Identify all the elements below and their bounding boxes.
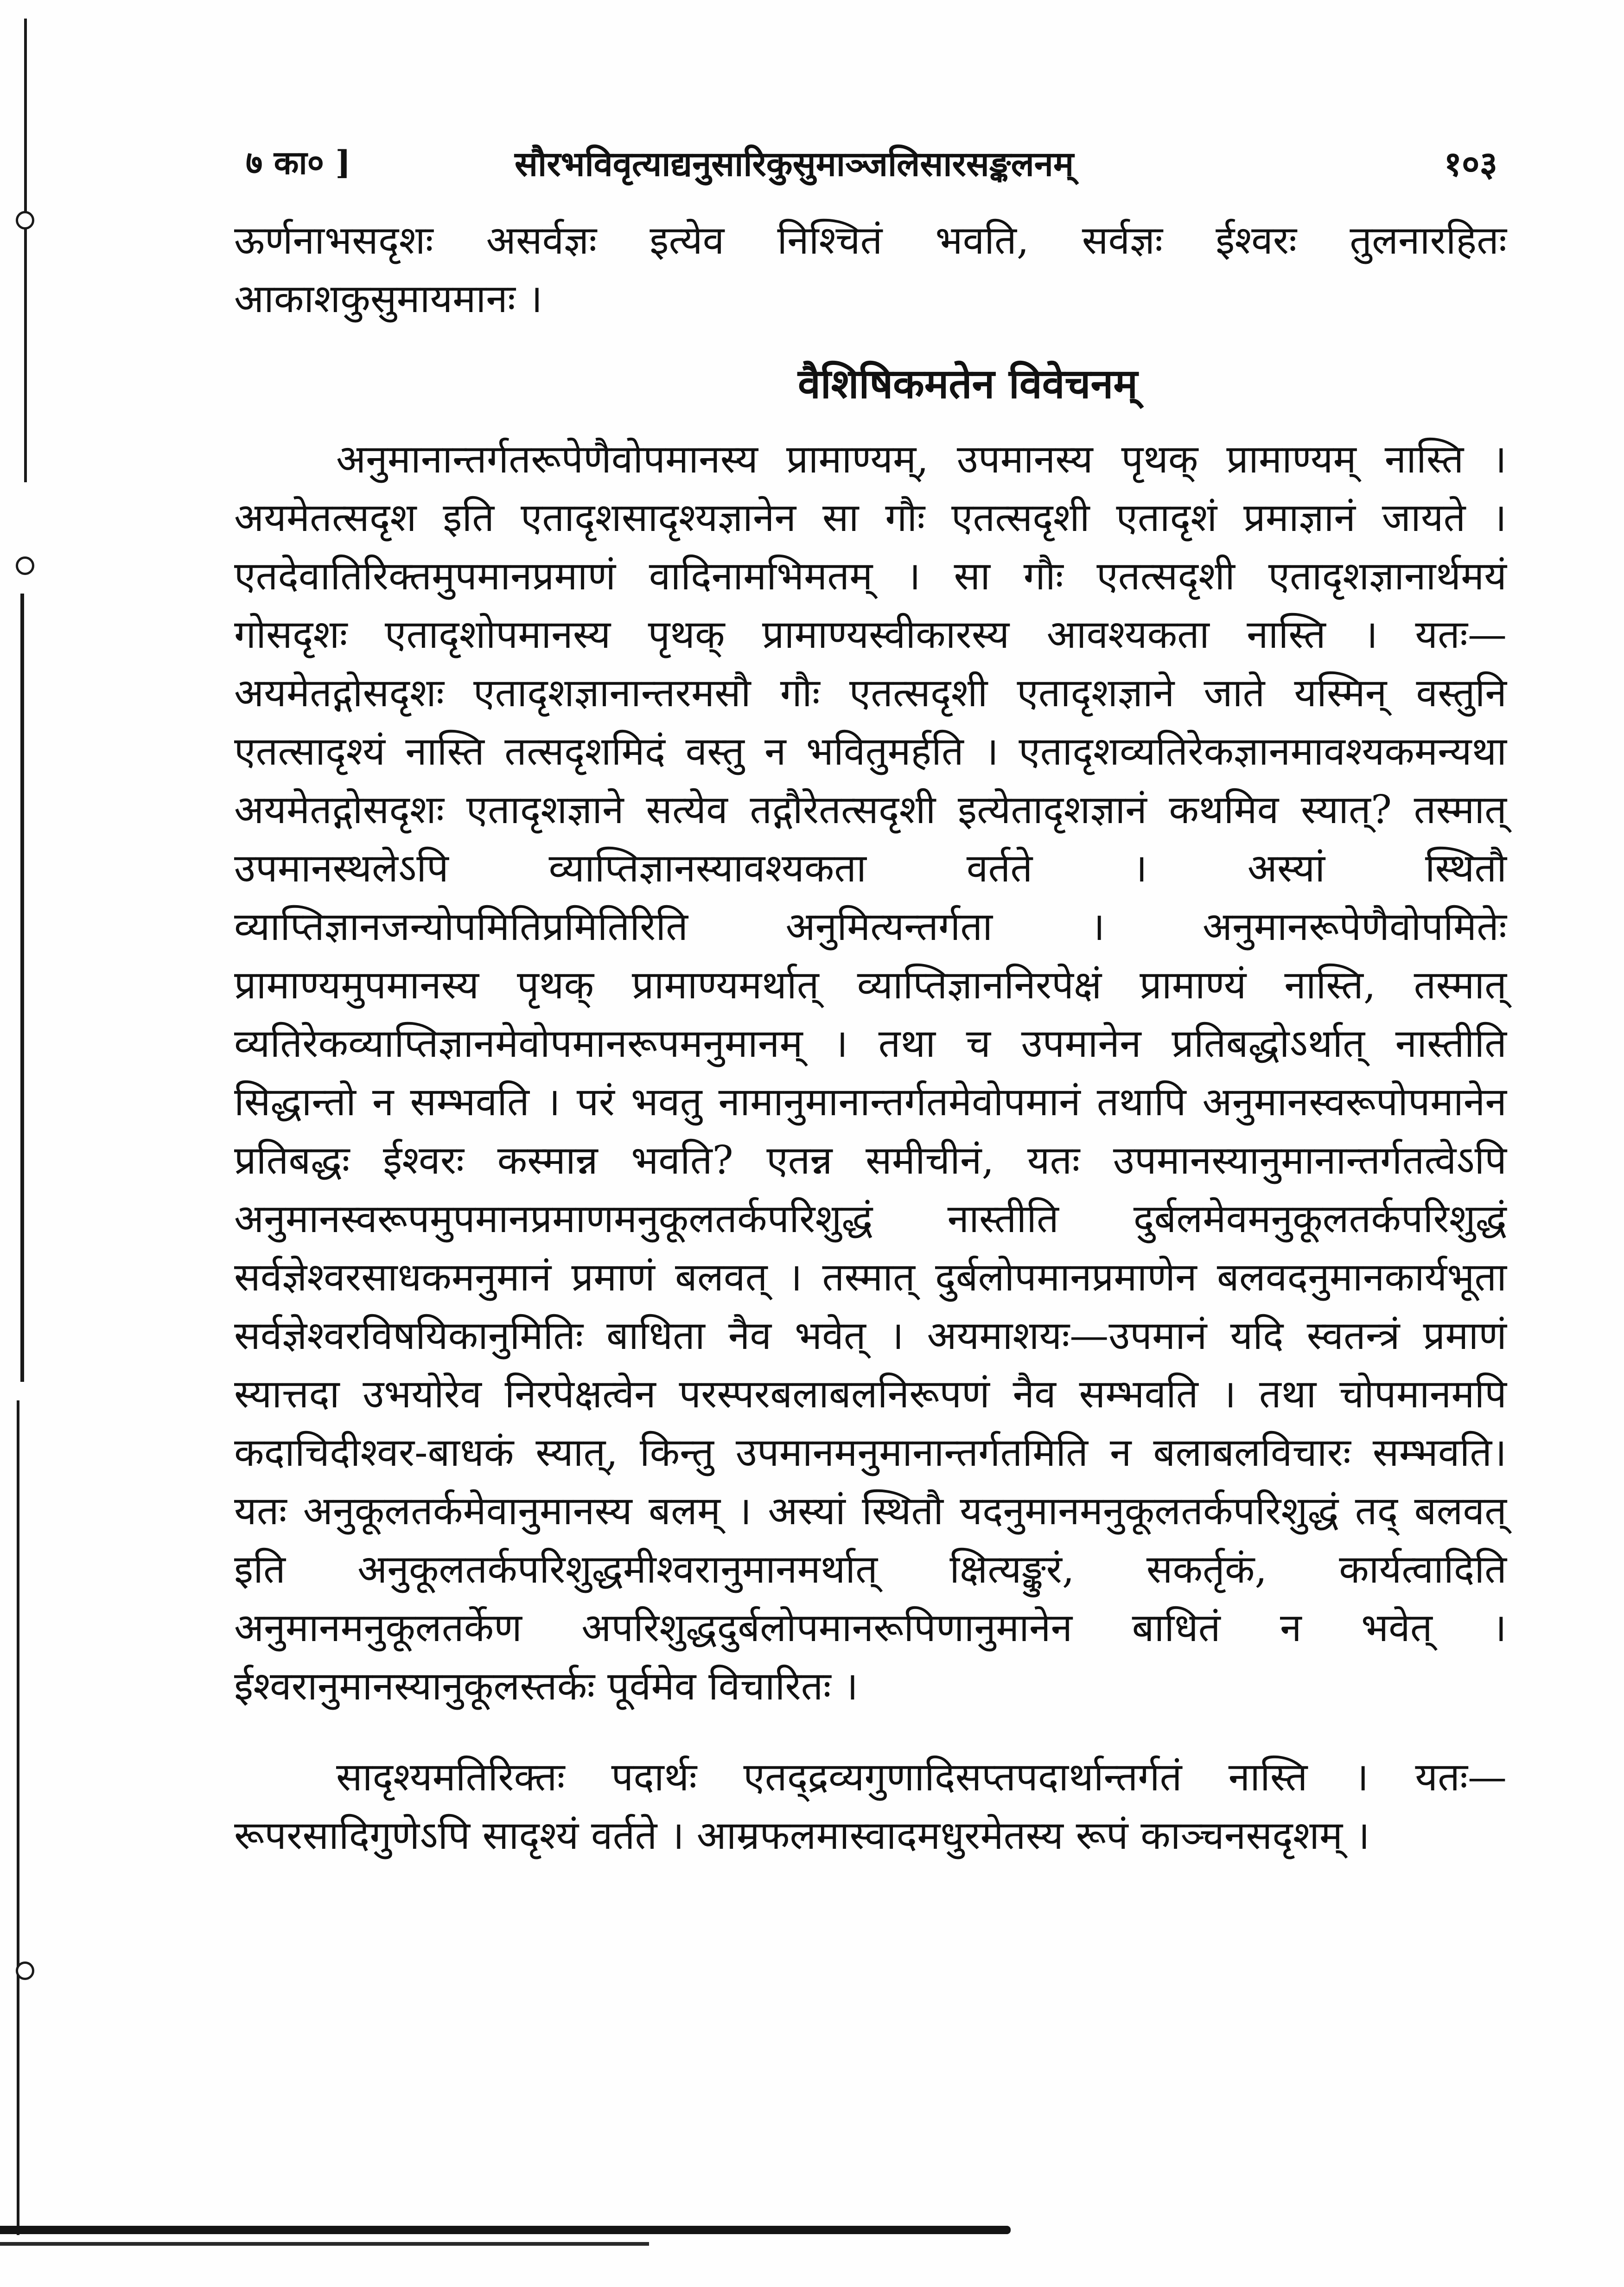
running-header [246,134,1497,195]
paragraph-main: अनुमानान्तर्गतरूपेणैवोपमानस्य प्रामाण्यम्, उपमानस्य पृथक् प्रामाण्यम् नास्ति । अयमेतत्सदृश इति एतादृशसादृश्यज्ञानेन सा गौः एतत्सदृशी एतादृशं प्रमाज्ञानं जायते । एतदेवातिरिक्तमुपमानप्रमाणं वादिनामभिमतम् । सा गौः एतत्सदृशी एतादृशज्ञानार्थमयं गोसदृशः एतादृशोपमानस्य पृथक् प्रामाण्यस्वीकारस्य आवश्यकता नास्ति । यतः—अयमेतद्गोसदृशः एतादृशज्ञानान्तरमसौ गौः एतत्सदृशी एतादृशज्ञाने जाते यस्मिन् वस्तुनि एतत्सादृश्यं नास्ति तत्सदृशमिदं वस्तु न भवितुमर्हति । एतादृशव्यतिरेकज्ञानमावश्यकमन्यथा अयमेतद्गोसदृशः एतादृशज्ञाने सत्येव तद्गौरेतत्सदृशी इत्येतादृशज्ञानं कथमिव स्यात्? तस्मात् उपमानस्थलेऽपि व्याप्तिज्ञानस्यावश्यकता वर्तते । अस्यां स्थितौ व्याप्तिज्ञानजन्योपमितिप्रमितिरिति अनुमित्यन्तर्गता । अनुमानरूपेणैवोपमितेः प्रामाण्यमुपमानस्य पृथक् प्रामाण्यमर्थात् व्याप्तिज्ञाननिरपेक्षं प्रामाण्यं नास्ति, तस्मात् व्यतिरेकव्याप्तिज्ञानमेवोपमानरूपमनुमानम् । तथा च उपमानेन प्रतिबद्धोऽर्थात् नास्तीति सिद्धान्तो न सम्भवति । परं भवतु नामानुमानान्तर्गतमेवोपमानं तथापि अनुमानस्वरूपोपमानेन प्रतिबद्धः ईश्वरः कस्मान्न भवति? एतन्न समीचीनं, यतः उपमानस्यानुमानान्तर्गतत्वेऽपि अनुमानस्वरूपमुपमानप्रमाणमनुकूलतर्कपरिशुद्धं नास्तीति दुर्बलमेवमनुकूलतर्कपरिशुद्धं सर्वज्ञेश्वरसाधकमनुमानं प्रमाणं बलवत् । तस्मात् दुर्बलोपमानप्रमाणेन बलवदनुमानकार्यभूता सर्वज्ञेश्वरविषयिकानुमितिः बाधिता नैव भवेत् । अयमाशयः—उपमानं यदि स्वतन्त्रं प्रमाणं स्यात्तदा उभयोरेव निरपेक्षत्वेन परस्परबलाबलनिरूपणं नैव सम्भवति । तथा चोपमानमपि कदाचिदीश्वर-बाधकं स्यात्, किन्तु उपमानमनुमानान्तर्गतमिति न बलाबलविचारः सम्भवति। यतः अनुकूलतर्कमेवानुमानस्य बलम् । अस्यां स्थितौ यदनुमानमनुकूलतर्कपरिशुद्धं तद् बलवत् इति अनुकूलतर्कपरिशुद्धमीश्वरानुमानमर्थात् क्षित्यङ्कुरं, सकर्तृकं, कार्यत्वादिति अनुमानमनुकूलतर्केण अपरिशुद्धदुर्बलोपमानरूपिणानुमानेन बाधितं न भवेत् । ईश्वरानुमानस्यानुकूलस्तर्कः पूर्वमेव विचारितः । [234,436,1507,1709]
scan-edge-line [17,1400,19,2235]
scan-bottom-edge [0,2242,649,2246]
book-title: सौरभविवृत्याद्यनुसारिकुसुमाञ्जलिसारसङ्कलनम् [515,144,1074,184]
scan-edge-line [20,594,24,1382]
binding-hole-mark [16,1961,34,1980]
page-number: १०३ [1444,144,1497,184]
paragraph-closing: सादृश्यमतिरिक्तः पदार्थः एतद्द्रव्यगुणादिसप्तपदार्थान्तर्गतं नास्ति । यतः—रूपरसादिगुणेऽपि सादृश्यं वर्तते । आम्रफलमास्वादमधुरमेतस्य रूपं काञ्चनसदृशम् । [234,1754,1507,1858]
chapter-marker: ७ का० ] [246,143,351,182]
section-heading: वैशिषिकमतेन विवेचनम् [797,359,1138,408]
body-text [234,211,1507,1865]
scan-edge-line [24,19,27,482]
paragraph-gap [234,1715,1507,1748]
paragraph-intro: ऊर्णनाभसदृशः असर्वज्ञः इत्येव निश्चितं भवति, सर्वज्ञः ईश्वरः तुलनारहितः आकाशकुसुमायमानः । [234,217,1507,321]
binding-hole-mark [16,211,34,230]
binding-hole-mark [16,556,34,575]
scan-bottom-edge [0,2226,1011,2234]
